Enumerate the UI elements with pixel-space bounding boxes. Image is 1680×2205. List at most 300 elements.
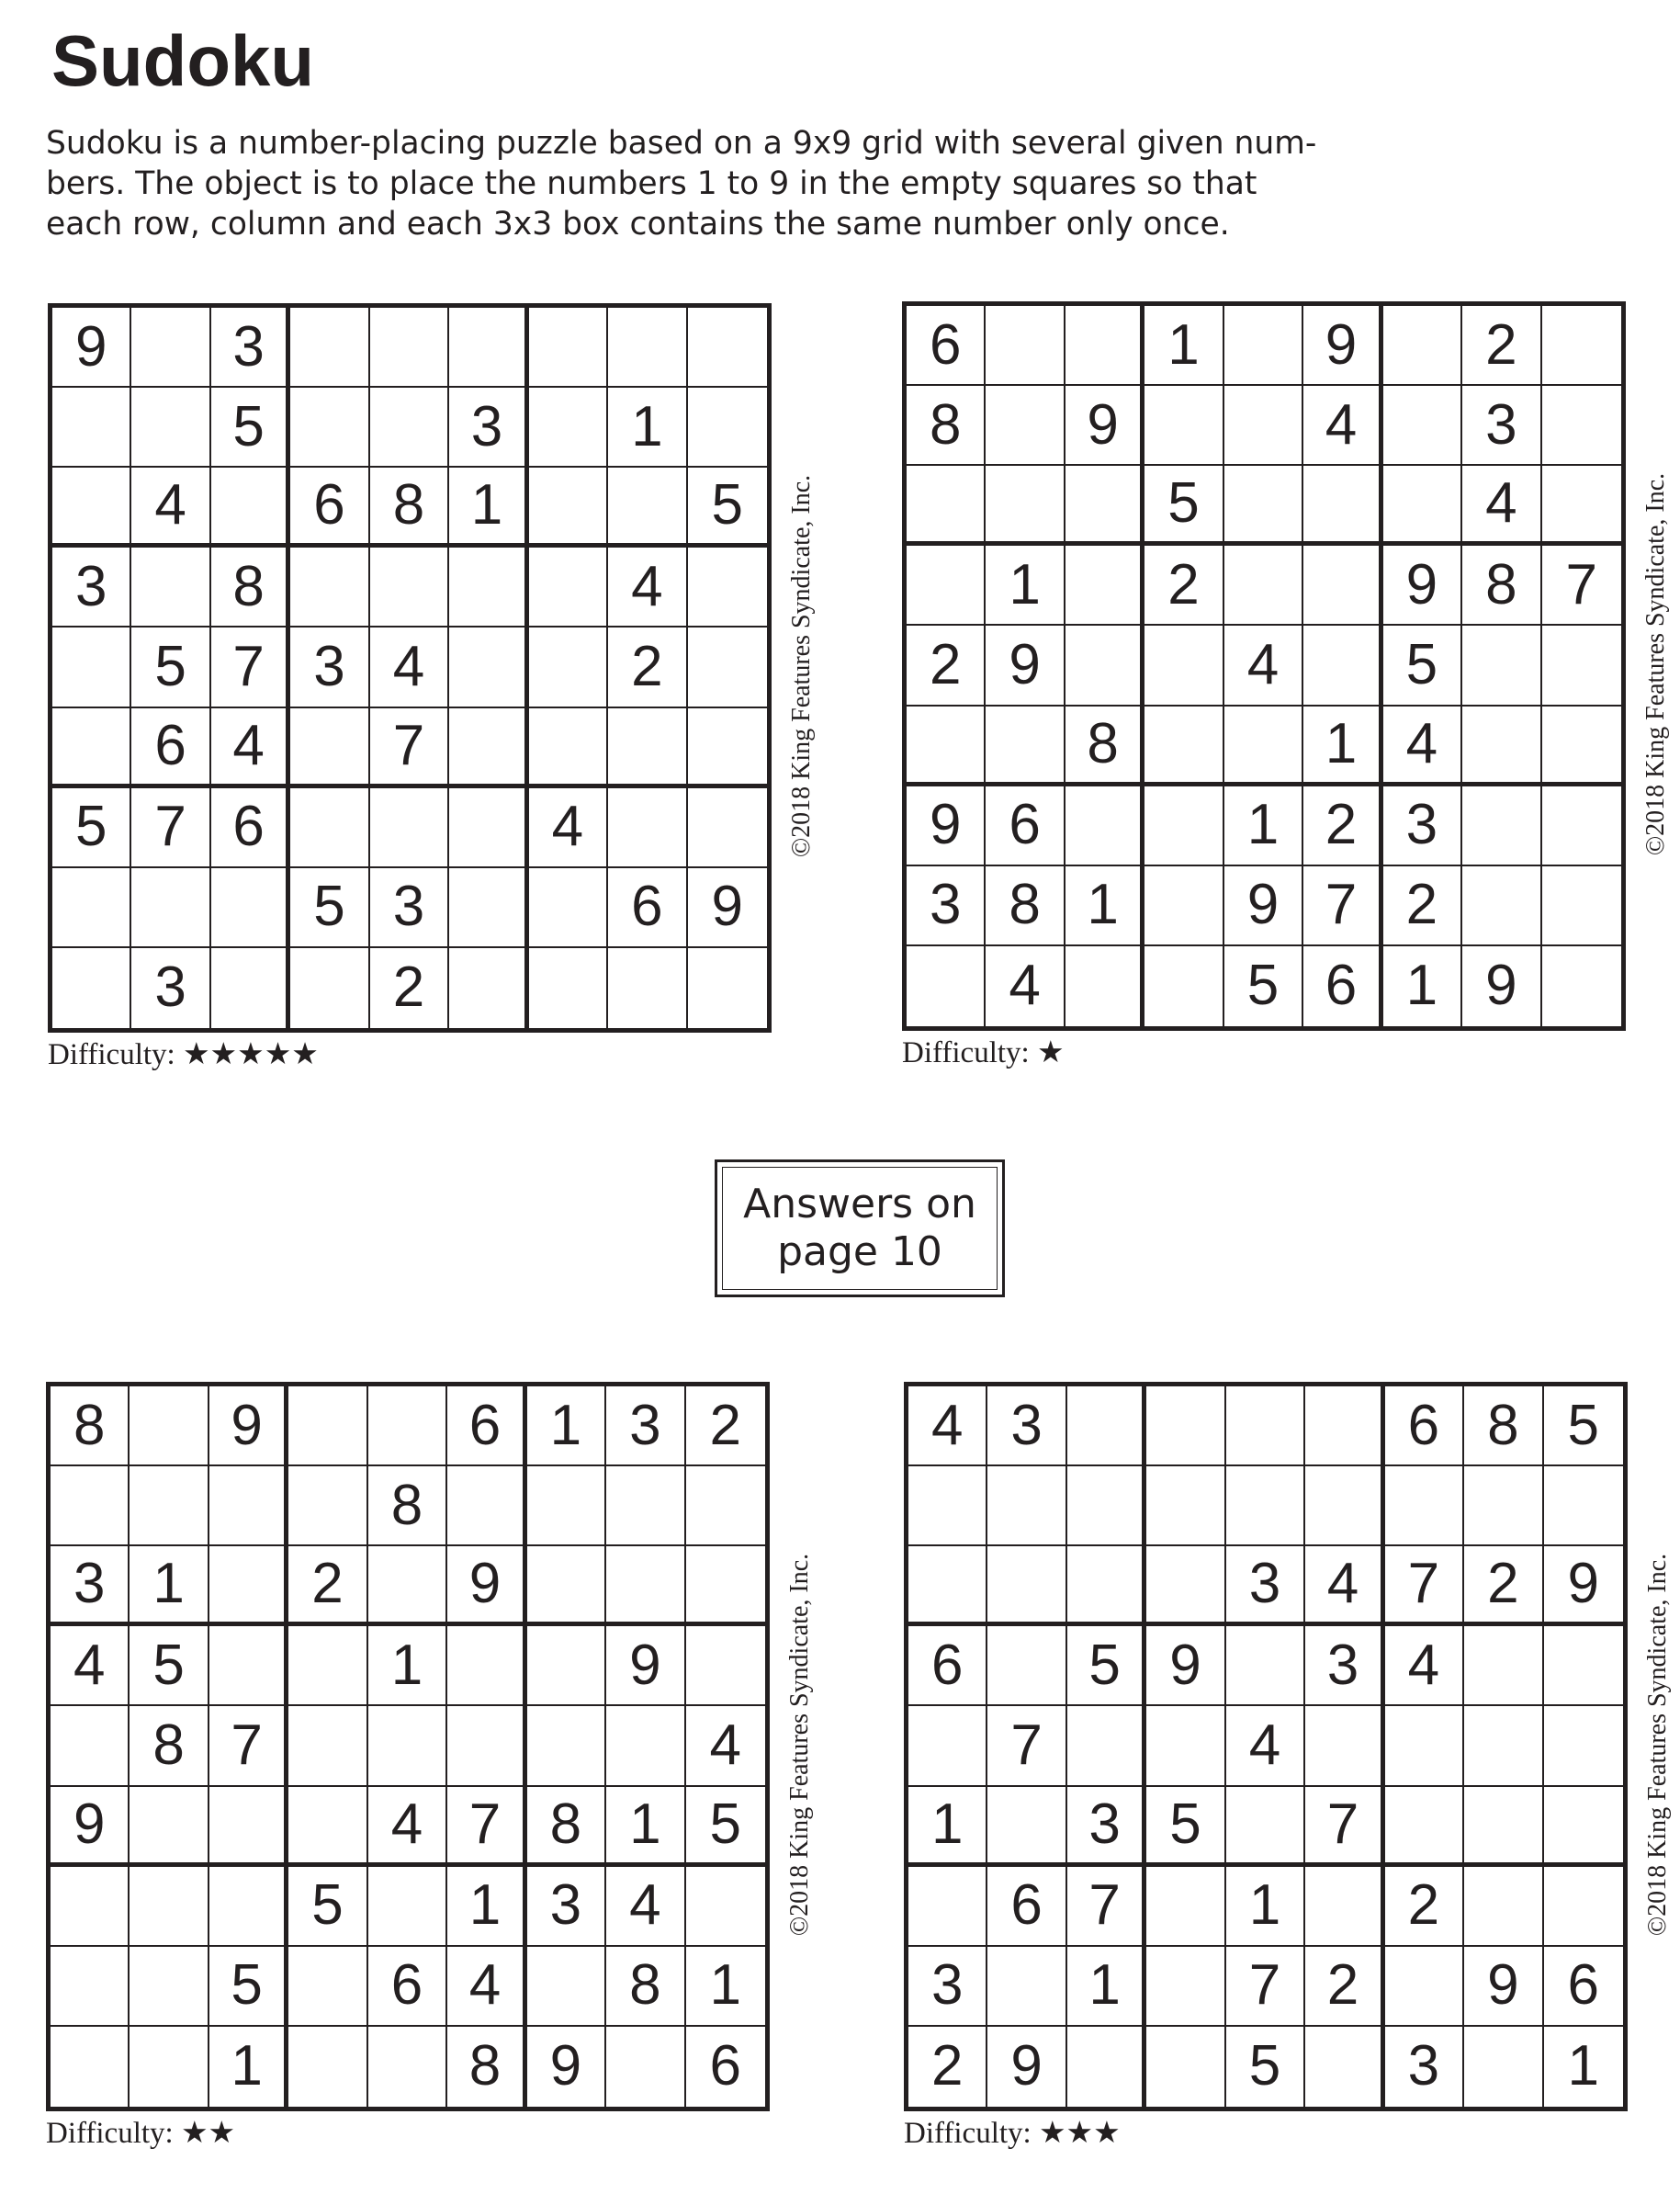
- empty-cell[interactable]: [608, 708, 687, 788]
- empty-cell[interactable]: [606, 1546, 685, 1626]
- given-cell: 2: [1383, 866, 1462, 946]
- given-cell: 5: [130, 1626, 209, 1706]
- empty-cell[interactable]: [290, 948, 369, 1028]
- empty-cell[interactable]: [1383, 386, 1462, 466]
- empty-cell[interactable]: [290, 788, 369, 868]
- empty-cell[interactable]: [1542, 386, 1621, 466]
- empty-cell[interactable]: [1305, 1867, 1384, 1947]
- empty-cell[interactable]: [370, 548, 449, 628]
- empty-cell[interactable]: [52, 868, 131, 948]
- empty-cell[interactable]: [529, 308, 608, 388]
- empty-cell[interactable]: [1224, 306, 1303, 386]
- given-cell: 1: [1383, 946, 1462, 1026]
- empty-cell[interactable]: [1066, 306, 1144, 386]
- empty-cell[interactable]: [686, 1867, 765, 1947]
- given-cell: 7: [1226, 1947, 1305, 2027]
- empty-cell[interactable]: [987, 1626, 1066, 1706]
- empty-cell[interactable]: [1542, 626, 1621, 706]
- empty-cell[interactable]: [1224, 707, 1303, 786]
- given-cell: 1: [1226, 1867, 1305, 1947]
- empty-cell[interactable]: [1385, 1706, 1464, 1786]
- given-cell: 1: [130, 1546, 209, 1626]
- empty-cell[interactable]: [606, 2027, 685, 2107]
- given-cell: 2: [686, 1386, 765, 1466]
- empty-cell[interactable]: [1464, 1626, 1543, 1706]
- given-cell: 4: [211, 708, 290, 788]
- empty-cell[interactable]: [686, 1626, 765, 1706]
- empty-cell[interactable]: [1144, 786, 1223, 866]
- given-cell: 4: [606, 1867, 685, 1947]
- given-cell: 7: [211, 628, 290, 707]
- empty-cell[interactable]: [209, 1546, 288, 1626]
- empty-cell[interactable]: [1305, 1386, 1384, 1466]
- given-cell: 9: [209, 1386, 288, 1466]
- empty-cell[interactable]: [288, 1947, 367, 2027]
- given-cell: 5: [688, 468, 767, 548]
- given-cell: 1: [1224, 786, 1303, 866]
- empty-cell[interactable]: [52, 708, 131, 788]
- empty-cell[interactable]: [368, 2027, 447, 2107]
- given-cell: 1: [1067, 1947, 1146, 2027]
- empty-cell[interactable]: [211, 468, 290, 548]
- given-cell: 3: [908, 1947, 987, 2027]
- empty-cell[interactable]: [290, 308, 369, 388]
- given-cell: 7: [1303, 866, 1382, 946]
- empty-cell[interactable]: [686, 1466, 765, 1546]
- given-cell: 5: [1067, 1626, 1146, 1706]
- empty-cell[interactable]: [1226, 1466, 1305, 1546]
- given-cell: 2: [1464, 1546, 1543, 1626]
- empty-cell[interactable]: [52, 628, 131, 707]
- given-cell: 9: [987, 2027, 1066, 2107]
- empty-cell[interactable]: [1303, 466, 1382, 546]
- given-cell: 3: [907, 866, 986, 946]
- empty-cell[interactable]: [908, 1546, 987, 1626]
- given-cell: 9: [1383, 546, 1462, 626]
- given-cell: 6: [1303, 946, 1382, 1026]
- empty-cell[interactable]: [1224, 466, 1303, 546]
- given-cell: 4: [1224, 626, 1303, 706]
- copyright-notice: ©2018 King Features Syndicate, Inc.: [785, 1553, 814, 1937]
- given-cell: 6: [709, 2034, 741, 2098]
- copyright-notice: ©2018 King Features Syndicate, Inc.: [787, 474, 816, 858]
- empty-cell[interactable]: [1066, 466, 1144, 546]
- empty-cell[interactable]: [1224, 386, 1303, 466]
- empty-cell[interactable]: [1146, 1466, 1225, 1546]
- instructions: [46, 123, 1350, 244]
- empty-cell[interactable]: [368, 1706, 447, 1786]
- given-cell: 7: [987, 1706, 1066, 1786]
- empty-cell[interactable]: [51, 2027, 130, 2107]
- given-cell: 2: [608, 628, 687, 707]
- given-cell: 8: [1066, 707, 1144, 786]
- given-cell: 8: [447, 2027, 526, 2107]
- empty-cell[interactable]: [986, 386, 1065, 466]
- empty-cell[interactable]: [908, 1867, 987, 1947]
- empty-cell[interactable]: [1146, 1867, 1225, 1947]
- empty-cell[interactable]: [907, 946, 986, 1026]
- empty-cell[interactable]: [529, 468, 608, 548]
- given-cell: 4: [447, 1947, 526, 2027]
- empty-cell[interactable]: [370, 788, 449, 868]
- empty-cell[interactable]: [527, 1626, 606, 1706]
- empty-cell[interactable]: [1146, 2027, 1225, 2107]
- empty-cell[interactable]: [1305, 2027, 1384, 2107]
- given-cell: 4: [1462, 466, 1541, 546]
- empty-cell[interactable]: [1544, 1787, 1623, 1867]
- empty-cell[interactable]: [290, 708, 369, 788]
- empty-cell[interactable]: [131, 868, 210, 948]
- empty-cell[interactable]: [987, 1787, 1066, 1867]
- given-cell: 9: [907, 786, 986, 866]
- empty-cell[interactable]: [1144, 626, 1223, 706]
- empty-cell[interactable]: [130, 1787, 209, 1867]
- given-cell: 8: [1462, 546, 1541, 626]
- empty-cell[interactable]: [986, 306, 1065, 386]
- given-cell: 6: [447, 1386, 526, 1466]
- given-cell: 9: [1146, 1626, 1225, 1706]
- empty-cell[interactable]: [1542, 946, 1621, 1026]
- given-cell: 6: [1544, 1947, 1623, 2027]
- empty-cell[interactable]: [1144, 386, 1223, 466]
- empty-cell[interactable]: [529, 708, 608, 788]
- empty-cell[interactable]: [1462, 626, 1541, 706]
- empty-cell[interactable]: [51, 1466, 130, 1546]
- empty-cell[interactable]: [688, 548, 767, 628]
- given-cell: 3: [1462, 386, 1541, 466]
- given-cell: 6: [290, 468, 369, 548]
- empty-cell[interactable]: [449, 708, 528, 788]
- empty-cell[interactable]: [1146, 1947, 1225, 2027]
- empty-cell[interactable]: [1383, 306, 1462, 386]
- empty-cell[interactable]: [1226, 1787, 1305, 1867]
- given-cell: 4: [908, 1386, 987, 1466]
- empty-cell[interactable]: [288, 1386, 367, 1466]
- empty-cell[interactable]: [1066, 626, 1144, 706]
- given-cell: 8: [370, 468, 449, 548]
- empty-cell[interactable]: [688, 948, 767, 1028]
- empty-cell[interactable]: [51, 1706, 130, 1786]
- empty-cell[interactable]: [290, 388, 369, 468]
- empty-cell[interactable]: [606, 1706, 685, 1786]
- empty-cell[interactable]: [688, 708, 767, 788]
- empty-cell[interactable]: [608, 308, 687, 388]
- empty-cell[interactable]: [447, 1706, 526, 1786]
- empty-cell[interactable]: [1226, 1626, 1305, 1706]
- given-cell: 3: [527, 1867, 606, 1947]
- empty-cell[interactable]: [529, 628, 608, 707]
- empty-cell[interactable]: [1226, 1386, 1305, 1466]
- empty-cell[interactable]: [529, 948, 608, 1028]
- given-cell: 1: [686, 1947, 765, 2027]
- empty-cell[interactable]: [1067, 2027, 1146, 2107]
- given-cell: 5: [211, 388, 290, 468]
- empty-cell[interactable]: [1305, 1466, 1384, 1546]
- empty-cell[interactable]: [1067, 1546, 1146, 1626]
- empty-cell[interactable]: [1385, 1466, 1464, 1546]
- difficulty-rating: Difficulty: ★★★★★: [48, 1038, 319, 1071]
- empty-cell[interactable]: [1303, 546, 1382, 626]
- difficulty-rating: Difficulty: ★★: [46, 2117, 236, 2150]
- empty-cell[interactable]: [290, 548, 369, 628]
- given-cell: 9: [986, 626, 1065, 706]
- copyright-notice: ©2018 King Features Syndicate, Inc.: [1643, 1553, 1672, 1937]
- empty-cell[interactable]: [209, 1787, 288, 1867]
- given-cell: 5: [1383, 626, 1462, 706]
- given-cell: 9: [1224, 866, 1303, 946]
- given-cell: 8: [51, 1386, 130, 1466]
- empty-cell[interactable]: [1066, 786, 1144, 866]
- given-cell: 5: [1224, 946, 1303, 1026]
- empty-cell[interactable]: [686, 1546, 765, 1626]
- empty-cell[interactable]: [368, 1546, 447, 1626]
- empty-cell[interactable]: [1544, 1867, 1623, 1947]
- empty-cell[interactable]: [209, 1867, 288, 1947]
- empty-cell[interactable]: [606, 1466, 685, 1546]
- empty-cell[interactable]: [1542, 866, 1621, 946]
- given-cell: 9: [447, 1546, 526, 1626]
- given-cell: 7: [1385, 1546, 1464, 1626]
- given-cell: 1: [447, 1867, 526, 1947]
- empty-cell[interactable]: [370, 308, 449, 388]
- given-cell: 3: [1226, 1546, 1305, 1626]
- empty-cell[interactable]: [51, 1867, 130, 1947]
- given-cell: 4: [1226, 1706, 1305, 1786]
- given-cell: 4: [986, 946, 1065, 1026]
- empty-cell[interactable]: [608, 788, 687, 868]
- given-cell: 3: [606, 1386, 685, 1466]
- given-cell: 6: [368, 1947, 447, 2027]
- empty-cell[interactable]: [987, 1466, 1066, 1546]
- answers-note-box: [715, 1159, 1005, 1297]
- given-cell: 4: [529, 788, 608, 868]
- empty-cell[interactable]: [368, 1867, 447, 1947]
- given-cell: 5: [288, 1867, 367, 1947]
- empty-cell[interactable]: [130, 1947, 209, 2027]
- empty-cell[interactable]: [1066, 546, 1144, 626]
- given-cell: 4: [1383, 707, 1462, 786]
- empty-cell[interactable]: [688, 788, 767, 868]
- empty-cell[interactable]: [1464, 1466, 1543, 1546]
- given-cell: 7: [1067, 1867, 1146, 1947]
- empty-cell[interactable]: [131, 308, 210, 388]
- empty-cell[interactable]: [1542, 306, 1621, 386]
- given-cell: 1: [1066, 866, 1144, 946]
- empty-cell[interactable]: [986, 707, 1065, 786]
- empty-cell[interactable]: [1066, 946, 1144, 1026]
- empty-cell[interactable]: [1542, 466, 1621, 546]
- empty-cell[interactable]: [1462, 786, 1541, 866]
- empty-cell[interactable]: [1305, 1706, 1384, 1786]
- given-cell: 5: [686, 1787, 765, 1867]
- empty-cell[interactable]: [288, 1626, 367, 1706]
- empty-cell[interactable]: [447, 1626, 526, 1706]
- empty-cell[interactable]: [1464, 1787, 1543, 1867]
- empty-cell[interactable]: [1542, 786, 1621, 866]
- empty-cell[interactable]: [1464, 2027, 1543, 2107]
- given-cell: 4: [51, 1626, 130, 1706]
- given-cell: 9: [1066, 386, 1144, 466]
- empty-cell[interactable]: [529, 868, 608, 948]
- given-cell: 6: [986, 786, 1065, 866]
- empty-cell[interactable]: [131, 388, 210, 468]
- empty-cell[interactable]: [907, 707, 986, 786]
- empty-cell[interactable]: [130, 2027, 209, 2107]
- empty-cell[interactable]: [1144, 707, 1223, 786]
- answers-note-frame: [722, 1167, 998, 1290]
- empty-cell[interactable]: [1067, 1706, 1146, 1786]
- empty-cell[interactable]: [1224, 546, 1303, 626]
- empty-cell[interactable]: [288, 2027, 367, 2107]
- empty-cell[interactable]: [51, 1947, 130, 2027]
- given-cell: 8: [527, 1787, 606, 1867]
- given-cell: 3: [449, 388, 528, 468]
- given-cell: 2: [907, 626, 986, 706]
- empty-cell[interactable]: [130, 1867, 209, 1947]
- empty-cell[interactable]: [447, 1466, 526, 1546]
- instructions-line: bers. The object is to place the numbers 1 to 9 in the empty squares so that: [46, 165, 1257, 202]
- given-cell: 1: [1567, 2034, 1599, 2098]
- given-cell: 2: [370, 948, 449, 1028]
- empty-cell[interactable]: [907, 466, 986, 546]
- empty-cell[interactable]: [209, 1626, 288, 1706]
- empty-cell[interactable]: [1146, 1546, 1225, 1626]
- given-cell: 7: [209, 1706, 288, 1786]
- empty-cell[interactable]: [527, 1546, 606, 1626]
- given-cell: 1: [608, 388, 687, 468]
- empty-cell[interactable]: [1144, 946, 1223, 1026]
- empty-cell[interactable]: [449, 548, 528, 628]
- given-cell: 2: [1462, 306, 1541, 386]
- empty-cell[interactable]: [131, 548, 210, 628]
- empty-cell[interactable]: [987, 1546, 1066, 1626]
- empty-cell[interactable]: [1144, 866, 1223, 946]
- given-cell: 3: [131, 948, 210, 1028]
- empty-cell[interactable]: [529, 388, 608, 468]
- empty-cell[interactable]: [211, 868, 290, 948]
- empty-cell[interactable]: [1067, 1386, 1146, 1466]
- empty-cell[interactable]: [209, 1466, 288, 1546]
- instructions-line: Sudoku is a number-placing puzzle based on a 9x9 grid with several given num-: [46, 125, 1317, 162]
- empty-cell[interactable]: [449, 308, 528, 388]
- given-cell: 5: [209, 1947, 288, 2027]
- empty-cell[interactable]: [1303, 626, 1382, 706]
- given-cell: 4: [131, 468, 210, 548]
- empty-cell[interactable]: [527, 1466, 606, 1546]
- empty-cell[interactable]: [52, 468, 131, 548]
- empty-cell[interactable]: [987, 1947, 1066, 2027]
- empty-cell[interactable]: [608, 468, 687, 548]
- difficulty-rating: Difficulty: ★: [902, 1036, 1065, 1069]
- empty-cell[interactable]: [986, 466, 1065, 546]
- given-cell: 1: [368, 1626, 447, 1706]
- empty-cell[interactable]: [1544, 1626, 1623, 1706]
- empty-cell[interactable]: [1383, 466, 1462, 546]
- given-cell: 4: [368, 1787, 447, 1867]
- empty-cell[interactable]: [288, 1466, 367, 1546]
- empty-cell[interactable]: [527, 1947, 606, 2027]
- given-cell: 2: [1385, 1867, 1464, 1947]
- empty-cell[interactable]: [368, 1386, 447, 1466]
- sudoku-grid: [904, 1382, 1628, 2111]
- given-cell: 3: [211, 308, 290, 388]
- empty-cell[interactable]: [908, 1706, 987, 1786]
- given-cell: 3: [290, 628, 369, 707]
- empty-cell[interactable]: [1385, 1947, 1464, 2027]
- empty-cell[interactable]: [288, 1706, 367, 1786]
- given-cell: 8: [907, 386, 986, 466]
- given-cell: 8: [986, 866, 1065, 946]
- empty-cell[interactable]: [688, 388, 767, 468]
- given-cell: 9: [51, 1787, 130, 1867]
- given-cell: 5: [290, 868, 369, 948]
- instructions-line: each row, column and each 3x3 box contains the same number only once.: [46, 206, 1230, 243]
- given-cell: 5: [52, 788, 131, 868]
- empty-cell[interactable]: [449, 868, 528, 948]
- given-cell: 1: [1144, 306, 1223, 386]
- given-cell: 7: [131, 788, 210, 868]
- given-cell: 7: [1305, 1787, 1384, 1867]
- empty-cell[interactable]: [449, 628, 528, 707]
- empty-cell[interactable]: [527, 1706, 606, 1786]
- given-cell: 9: [1464, 1947, 1543, 2027]
- given-cell: 9: [52, 308, 131, 388]
- empty-cell[interactable]: [1542, 707, 1621, 786]
- empty-cell[interactable]: [1146, 1706, 1225, 1786]
- empty-cell[interactable]: [1462, 707, 1541, 786]
- empty-cell[interactable]: [529, 548, 608, 628]
- given-cell: 9: [527, 2027, 606, 2107]
- empty-cell[interactable]: [449, 948, 528, 1028]
- given-cell: 8: [1464, 1386, 1543, 1466]
- empty-cell[interactable]: [1544, 1466, 1623, 1546]
- empty-cell[interactable]: [688, 308, 767, 388]
- empty-cell[interactable]: [449, 788, 528, 868]
- empty-cell[interactable]: [688, 628, 767, 707]
- given-cell: 1: [209, 2027, 288, 2107]
- given-cell: 4: [608, 548, 687, 628]
- empty-cell[interactable]: [370, 388, 449, 468]
- given-cell: 6: [131, 708, 210, 788]
- empty-cell[interactable]: [608, 948, 687, 1028]
- empty-cell[interactable]: [1464, 1706, 1543, 1786]
- given-cell: 1: [1303, 707, 1382, 786]
- empty-cell[interactable]: [1385, 1787, 1464, 1867]
- empty-cell[interactable]: [1464, 1867, 1543, 1947]
- empty-cell[interactable]: [1146, 1386, 1225, 1466]
- given-cell: 6: [608, 868, 687, 948]
- given-cell: 2: [1144, 546, 1223, 626]
- given-cell: 4: [1303, 386, 1382, 466]
- empty-cell[interactable]: [52, 388, 131, 468]
- answers-note-line: Answers on: [743, 1181, 976, 1227]
- answers-note-line: page 10: [777, 1228, 942, 1275]
- difficulty-rating: Difficulty: ★★★: [904, 2117, 1121, 2150]
- empty-cell[interactable]: [1462, 866, 1541, 946]
- given-cell: 5: [1144, 466, 1223, 546]
- empty-cell[interactable]: [1067, 1466, 1146, 1546]
- empty-cell[interactable]: [52, 948, 131, 1028]
- empty-cell[interactable]: [211, 948, 290, 1028]
- empty-cell[interactable]: [288, 1787, 367, 1867]
- empty-cell[interactable]: [907, 546, 986, 626]
- empty-cell[interactable]: [130, 1386, 209, 1466]
- given-cell: 3: [1385, 2027, 1464, 2107]
- empty-cell[interactable]: [908, 1466, 987, 1546]
- empty-cell[interactable]: [1544, 1706, 1623, 1786]
- empty-cell[interactable]: [130, 1466, 209, 1546]
- given-cell: 7: [1542, 546, 1621, 626]
